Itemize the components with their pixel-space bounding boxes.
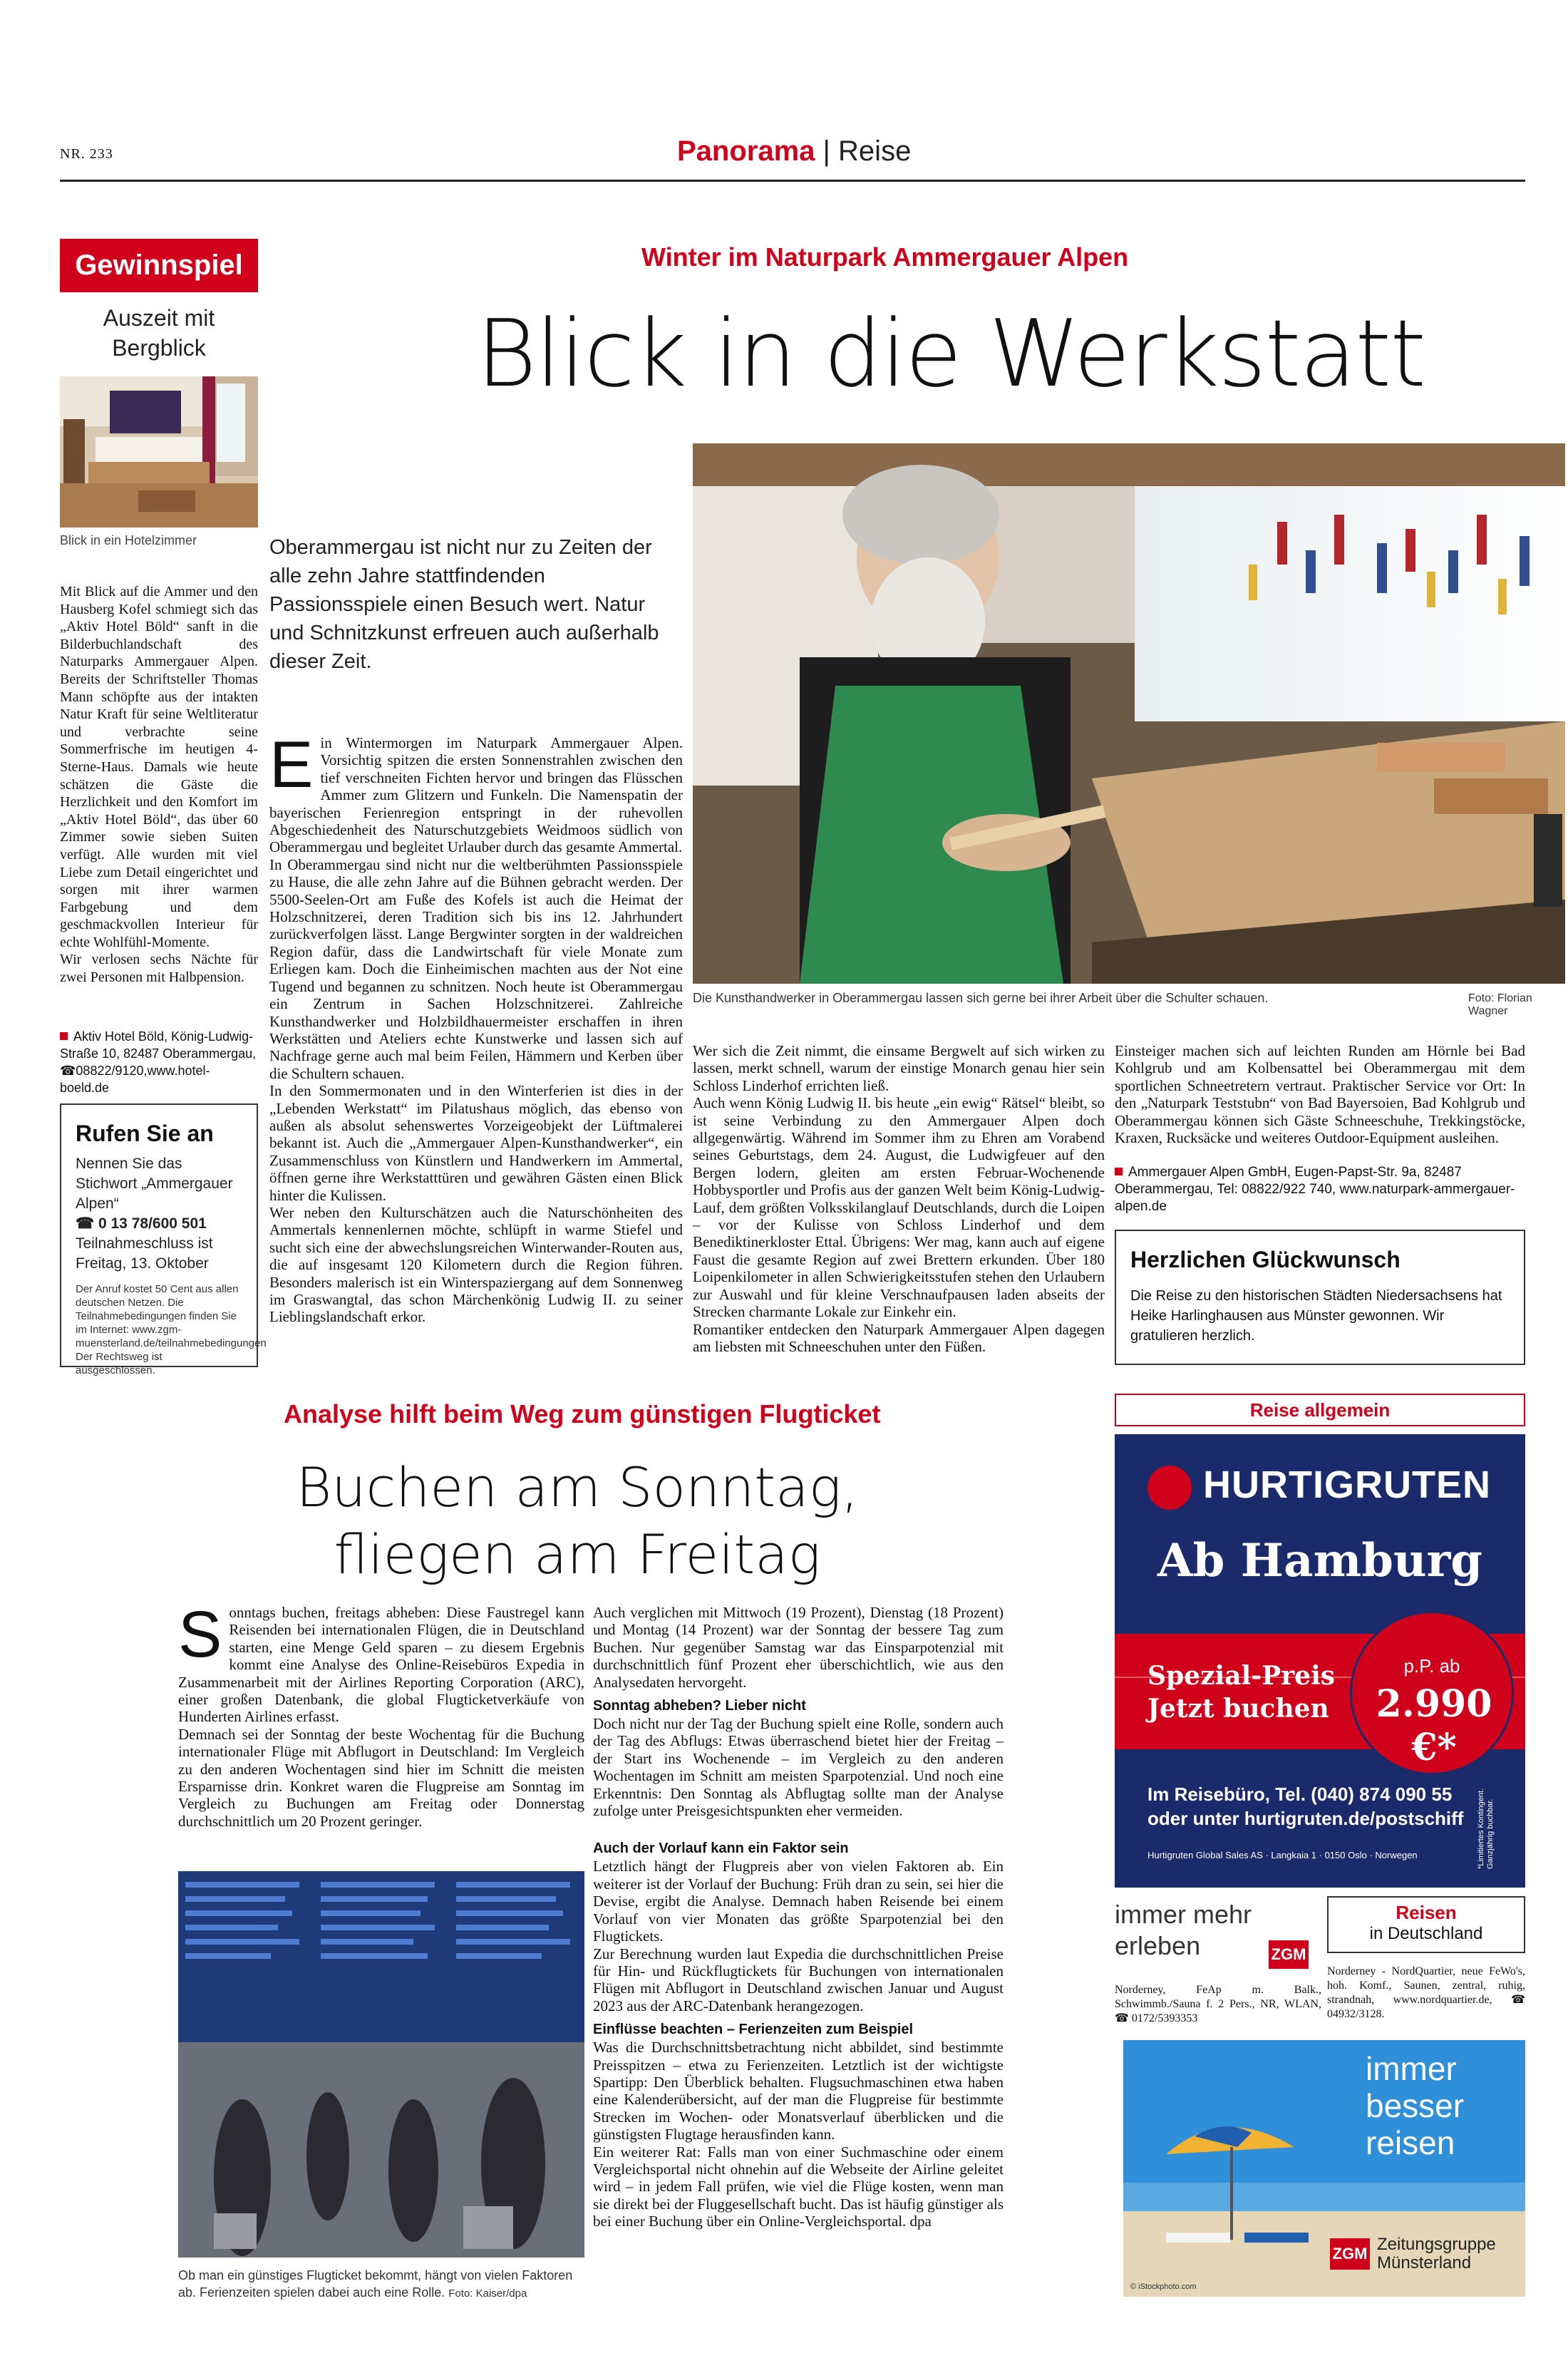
- ammergauer-contact: [1115, 1164, 1525, 1215]
- call-in-terms: Der Anruf kostet 50 Cent aus allen deutschen Netzen. Die Teilnahmebedingungen finden Sie im Internet: www.zgm-muensterland.de/teilnahmebedingungen Der Rechtsweg ist ausgeschlossen.: [76, 1283, 267, 1376]
- square-bullet-icon: [1115, 1168, 1123, 1175]
- hurtigruten-brand: HURTIGRUTEN: [1203, 1463, 1491, 1506]
- article1-paragraph: Auch wenn König Ludwig II. bis heute „ein ewig“ Rätsel“ bleibt, so ist seine Verbindung zu den Ammergauer Alpen doch allgegenwärtig. Während im Sommer ihm zu Ehren am Vorabend seines Geburtstags, dem 24. August, die Ludwigfeuer auf den Bergen lodern, gleiten am ersten Februar-Wochenende Hobbysportler und Profis aus der ganzen Welt beim König-Ludwig-Lauf, dem größten Volksskilanglauf Deutschlands, durch die Loipen – vor der Kulisse von Schloss Linderhof und dem Benediktinerkloster Ettal. Übrigens: Wer mag, kann auch auf eigene Faust die gesamte Region auf zwei Brettern erkunden. Über 180 Loipenkilometer in allen Schwierigkeitsstufen stehen den Urlaubern zur Auswahl und für kleine Verschnaufpausen laden abseits der Strecken charmante Lokale zur Einkehr ein.: [693, 1094, 1105, 1321]
- article1-paragraph: Wer sich die Zeit nimmt, die einsame Bergwelt auf sich wirken zu lassen, merkt schnell, warum der einstige Monarch genau hier sein Schloss Linderhof errichten ließ.: [693, 1042, 1105, 1094]
- article2-headline-line1: Buchen am Sonntag,: [296, 1456, 859, 1519]
- article1-paragraph: Wer neben den Kulturschätzen auch die Naturschönheiten des Ammertals kennenlernen möchte, schlüpft in warme Stiefel und sucht sich eine der abwechslungsreichen Winterwander-Routen aus, die auf insgesamt 120 Kilometern durch die Region führen. Besonders malerisch ist ein Winterspaziergang auf dem Sonnenweg im Graswangtal, das schon Märchenkönig Ludwig II. zu seiner Lieblingslandschaft erkor.: [269, 1203, 683, 1326]
- article2-paragraph: Was die Durchschnittsbetrachtung nicht abbildet, sind bestimmte Preisspitzen – etwa zu Ferienzeiten. Letztlich ist der wichtigste Spartipp: Den Überblick behalten. Flugsuchmaschinen etwa haben eine Kalenderübersicht, auf der man die Flugpreise für bestimmte Strecken im Wochen- oder Monatsverlauf überblicken und die günstigsten Flugtage herausfinden kann.: [593, 2039, 1004, 2143]
- article2-dropcap: S: [178, 1598, 222, 1671]
- gewinnspiel-paragraph: Mit Blick auf die Ammer und den Hausberg Kofel schmiegt sich das „Aktiv Hotel Böld“ sanft in die Bilderbuchlandschaft des Naturparks Ammergauer Alpen. Bereits der Schriftsteller Thomas Mann schöpfte aus der intakten Natur Kraft für seine Weltliteratur und verbrachte seine Sommerfrische im heutigen 4-Sterne-Haus. Damals wie heute schätzen die Gäste die Herzlichkeit und den Komfort im „Aktiv Hotel Böld“, das über 60 Zimmer sowie sieben Suiten verfügt. Alle wurden mit viel Liebe zum Detail eingerichtet und sorgen mit ihrer warmen Farbgebung und dem geschmackvollen Interieur für echte Wohlfühl-Momente.: [60, 584, 258, 950]
- call-in-keyword: Nennen Sie das Stichwort „Ammergauer Alpen“: [76, 1155, 233, 1212]
- hurtigruten-phone: Im Reisebüro, Tel. (040) 874 090 55: [1147, 1784, 1453, 1805]
- publisher-name: [1377, 2235, 1496, 2273]
- article2-subhead: Einflüsse beachten – Ferienzeiten zum Beispiel: [593, 2022, 914, 2038]
- airport-photo-credit: Foto: Kaiser/dpa: [448, 2287, 527, 2300]
- beach-line2: besser: [1366, 2087, 1465, 2124]
- publisher-line2: Münsterland: [1377, 2253, 1472, 2273]
- airport-photo-caption: [178, 2267, 584, 2302]
- subsection-name: Reise: [838, 135, 912, 167]
- hurtigruten-disclaimer: *Limitiertes Kontingent. Ganzjährig buchbar.: [1477, 1788, 1495, 1869]
- zgm-logo: ZGM: [1269, 1940, 1309, 1969]
- article1-teaser: Oberammergau ist nicht nur zu Zeiten der alle zehn Jahre stattfindenden Passionsspiele einen Besuch wert. Natur und Schnitzkunst erfreuen auch außerhalb dieser Zeit.: [269, 536, 659, 673]
- article2-paragraph: Zur Berechnung wurden laut Expedia die durchschnittlichen Preise für Hin- und Rückflugtickets für Buchungen von internationalen Flügen mit Abflugort in Deutschland zwischen Januar und August 2023 aus der ARC-Datenbank herangezogen.: [593, 1945, 1004, 2014]
- reisen-title: Reisen: [1396, 1902, 1457, 1923]
- zgm-logo: ZGM: [1330, 2238, 1370, 2270]
- classified-ad: Norderney, FeAp m. Balk., Schwimmb./Sauna f. 2 Pers., NR, WLAN, ☎ 0172/5393353: [1115, 1984, 1321, 2024]
- article2-headline: [285, 1454, 870, 1588]
- call-in-box: [60, 1103, 267, 1376]
- gewinnspiel-body: [60, 583, 258, 987]
- article1-kicker: Winter im Naturpark Ammergauer Alpen: [641, 242, 1129, 272]
- gewinnspiel-title: Auszeit mit Bergblick: [103, 305, 215, 361]
- article2-subhead: Auch der Vorlauf kann ein Faktor sein: [593, 1841, 849, 1857]
- hurtigruten-address: Hurtigruten Global Sales AS · Langkaia 1 · 0150 Oslo · Norwegen: [1147, 1850, 1418, 1860]
- woodcarver-photo-credit: Foto: Florian Wagner: [1468, 992, 1532, 1017]
- hotel-contact-text: Aktiv Hotel Böld, König-Ludwig-Straße 10, 82487 Oberammergau, ☎08822/9120,www.hotel-boeld.de: [60, 1029, 257, 1095]
- article2-paragraph: Ein weiterer Rat: Falls man von einer Suchmaschine oder einem Vergleichsportal nicht ohnehin auf die Webseite der Airline geleitet wird – in jedem Fall prüfen, wie viel die Flüge kosten, wenn man sie direkt bei der Fluggesellschaft bucht. Das ist häufig günstiger als bei einer Buchung über ein Online-Vergleichsportal. dpa: [593, 2143, 1004, 2230]
- article1-paragraph: Einsteiger machen sich auf leichten Runden am Hörnle bei Bad Kohlgrub und am Kolbensattel bei Oberammergau mit dem sportlichen Schneetretern vertraut. Praktischer Service vor Ort: In den „Naturpark Teststubn“ von Bad Bayersoien, Bad Kohlgrub und Oberammergau können sich Gäste Schneeschuhe, Trekkingstöcke, Kraxen, Rucksäcke und weiteres Outdoor-Equipment ausleihen.: [1115, 1042, 1525, 1147]
- zgm-slogan-line1: immer mehr: [1115, 1900, 1252, 1929]
- hurtigruten-ad[interactable]: [1115, 1434, 1525, 1888]
- congratulations-box: [1115, 1230, 1525, 1365]
- price-prefix: p.P. ab: [1403, 1655, 1460, 1677]
- classified-ad: Norderney - NordQuartier, neue FeWo's, hoh. Komf., Saunen, zentral, ruhig, strandnah, www.nordquartier.de, ☎ 04932/3128.: [1327, 1965, 1525, 2020]
- article1-column-2: [693, 1042, 1105, 1355]
- beach-photo-credit: © iStockphoto.com: [1130, 2282, 1197, 2291]
- call-in-phone: ☎ 0 13 78/600 501: [76, 1215, 207, 1232]
- hotel-room-photo: [60, 376, 258, 527]
- article1-paragraph: In den Sommermonaten und in den Winterferien ist dies in der „Lebenden Werkstatt“ im Pilatushaus möglich, das ebenso von außen als absolut sehenswertes Vorzeigeobjekt der Lüftmalerei bekannt ist. Auch die „Ammergauer Alpen-Kunsthandwerker“, ein Zusammenschluss von Künstlern und Handwerkern im Ammertal, öffnen gerne ihre Werkstatttüren und gewähren Gästen einen Blick hinter die Kulissen.: [269, 1082, 683, 1204]
- beach-line1: immer: [1366, 2050, 1457, 2087]
- publisher-line1: Zeitungsgruppe: [1377, 2235, 1496, 2254]
- airport-departures-photo: [178, 1871, 584, 2258]
- article1-column-3: [1115, 1042, 1525, 1146]
- article2-paragraph: Doch nicht nur der Tag der Buchung spielt eine Rolle, sondern auch der Tag des Abflugs: Etwas überraschend bietet hier der Freitag – der Start ins Wochenende – im Vergleich zu den anderen Wochentagen im Schnitt am meisten Sparpotenzial. Und noch eine Erkenntnis: Den Sonntag als Abflugtag sollte man der Analyse zufolge unter Preisgesichtspunkten eher vermeiden.: [593, 1715, 1004, 1820]
- beach-ad-slogan: [1366, 2050, 1464, 2161]
- article1-dropcap: E: [269, 729, 314, 801]
- issue-number: NR. 233: [60, 146, 113, 162]
- beach-line3: reisen: [1366, 2124, 1455, 2161]
- gewinnspiel-label: Gewinnspiel: [60, 239, 258, 292]
- article1-paragraph: in Wintermorgen im Naturpark Ammergauer Alpen. Vorsichtig spitzen die ersten Sonnenstrahlen zwischen den tief verschneiten Fichten hervor und bringen das Flüsschen Ammer zum Glitzern und Funkeln. Die Namenspatin der bayerischen Ferienregion entspringt in der ruhevollen Abgeschiedenheit des Naturschutzgebiets Weidmoos südlich von Oberammergau und begleitet Urlauber durch das gesamte Ammertal.: [269, 734, 683, 856]
- hurtigruten-web: oder unter hurtigruten.de/postschiff: [1147, 1808, 1464, 1829]
- article1-paragraph: Romantiker entdecken den Naturpark Ammergauer Alpen dagegen am liebsten mit Schneeschuhen unter den Füßen.: [693, 1320, 1105, 1355]
- reisen-deutschland-box: [1327, 1896, 1525, 1953]
- article2-paragraph: Letztlich hängt der Flugpreis aber von vielen Faktoren ab. Ein weiterer ist der Vorlauf der Buchung: Früh dran zu sein, sei hier die Devise, ergibt die Analyse. Demnach haben Reisende bei einem Vorlauf von vier Monaten das größte Sparpotenzial bei den Flugtickets.: [593, 1858, 1004, 1945]
- article2-paragraph: onntags buchen, freitags abheben: Diese Faustregel kann Reisenden bei internationalen Flügen, die in Deutschland starten, eine Menge Geld sparen – zu diesem Ergebnis kommt eine Analyse des Online-Reisebüros Expedia in Zusammenarbeit mit der Airlines Reporting Corporation (ARC), einer großen Datenbank, die global Flugticketverkäufe von Hunderten Airlines erfasst.: [178, 1604, 584, 1726]
- congratulations-text: Die Reise zu den historischen Städten Niedersachsens hat Heike Harlinghausen aus Münster gewonnen. Wir gratulieren herzlich.: [1130, 1288, 1502, 1344]
- woodcarver-photo: [693, 443, 1565, 984]
- special-offer-line1: Spezial-Preis: [1147, 1661, 1336, 1691]
- zgm-slogan-line2: erleben: [1115, 1931, 1201, 1960]
- article2-paragraph: Demnach sei der Sonntag der beste Wochentag für die Buchung internationaler Flüge mit Abflugort in Deutschland: Im Vergleich zu den anderen Wochentagen sind hier im Schnitt die meisten Ersparnisse drin. Konkret waren die Flugpreise am Sonntag im Vergleich zu Buchungen am Freitag oder Donnerstag durchschnittlich um 20 Prozent geringer.: [178, 1725, 584, 1830]
- call-in-text: [76, 1154, 242, 1274]
- special-offer-text: [1147, 1659, 1335, 1725]
- call-in-title: Rufen Sie an: [76, 1121, 214, 1146]
- article2-column-1: [178, 1598, 584, 1830]
- travel-general-label: Reise allgemein: [1115, 1394, 1525, 1426]
- hurtigruten-contact: [1147, 1782, 1463, 1831]
- reisen-subtitle: in Deutschland: [1369, 1924, 1483, 1943]
- article1-paragraph: In Oberammergau sind nicht nur die weltberühmten Passionsspiele zu Hause, die alle zehn Jahre auf die Bühnen gebracht werden. Der 5500-Seelen-Ort am Fuße des Kofels ist auch die Heimat der Holzschnitzerei, deren Tradition sich bis ins 12. Jahrhundert zurückverfolgen lässt. Lange Bergwinter sorgten in der waldreichen Region dafür, dass die Landwirtschaft für viele Monate zum Erliegen kam. Doch die Einheimischen machten aus der Not eine Tugend und begannen zu schnitzen. Noch heute ist Oberammergau ein Zentrum in Sachen Holzschnitzerei. Zahlreiche Kunsthandwerker und Holzbildhauermeister erschaffen in ihren Werkstätten und Ateliers echte Kunstwerke und lassen sich auf Nachfrage gerne auch mal beim Feilen, Hämmern und Kerben über die Schultern schauen.: [269, 855, 683, 1082]
- hurtigruten-headline: Ab Hamburg: [1157, 1534, 1483, 1587]
- hotel-contact: [60, 1028, 258, 1096]
- article2-paragraph: Auch verglichen mit Mittwoch (19 Prozent), Dienstag (18 Prozent) und Montag (14 Prozent) war der Sonntag der bessere Tag zum Buchen. Nur gegenüber Samstag war das Einsparpotenzial mit durchschnittlich fünf Prozent eher überschichtlich, wie aus den Analysedaten hervorgeht.: [593, 1604, 1004, 1691]
- hotel-photo-caption: Blick in ein Hotelzimmer: [60, 533, 197, 547]
- ammergauer-contact-text: Ammergauer Alpen GmbH, Eugen-Papst-Str. 9a, 82487 Oberammergau, Tel: 08822/922 740, www.naturpark-ammergauer-alpen.de: [1115, 1165, 1515, 1214]
- article2-subhead: Sonntag abheben? Lieber nicht: [593, 1698, 806, 1714]
- article1-column-1: [269, 729, 683, 1326]
- price-value: 2.990 €*: [1376, 1682, 1492, 1769]
- congratulations-title: Herzlichen Glückwunsch: [1130, 1247, 1401, 1272]
- hurtigruten-logo-icon: [1147, 1466, 1192, 1510]
- article1-headline: Blick in die Werkstatt: [476, 299, 1425, 408]
- call-in-deadline: Teilnahmeschluss ist Freitag, 13. Oktober: [76, 1235, 213, 1272]
- gewinnspiel-prize: Wir verlosen sechs Nächte für zwei Personen mit Halbpension.: [60, 952, 258, 986]
- header-rule: [60, 180, 1525, 182]
- square-bullet-icon: [60, 1032, 68, 1040]
- woodcarver-photo-caption: Die Kunsthandwerker in Oberammergau lassen sich gerne bei ihrer Arbeit über die Schulter schauen.: [693, 991, 1269, 1005]
- article2-kicker: Analyse hilft beim Weg zum günstigen Flugticket: [284, 1399, 881, 1429]
- beach-ad[interactable]: [1123, 2040, 1525, 2297]
- article2-headline-line2: fliegen am Freitag: [334, 1523, 821, 1586]
- section-name: Panorama: [677, 135, 815, 167]
- special-offer-line2: Jetzt buchen: [1147, 1694, 1329, 1724]
- article2-column-2: [593, 1604, 1004, 2230]
- airport-caption-text: Ob man ein günstiges Flugticket bekommt, hängt von vielen Faktoren ab. Ferienzeiten spielen dabei auch eine Rolle.: [178, 2268, 573, 2300]
- section-header: Panorama | Reise: [677, 135, 912, 167]
